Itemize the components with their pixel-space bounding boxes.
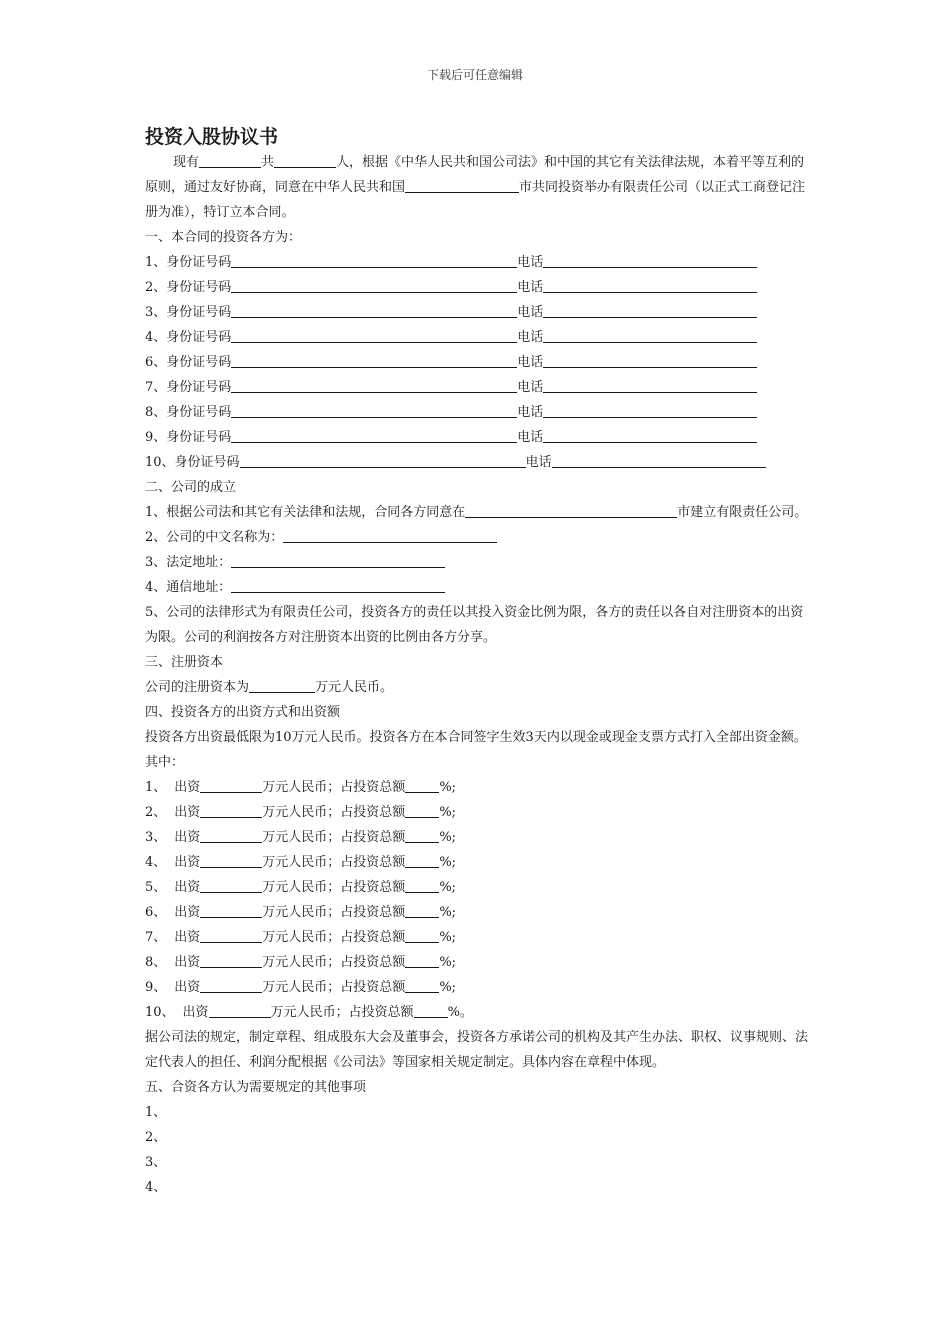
blank-field[interactable]	[405, 177, 519, 193]
phone-field[interactable]	[543, 277, 757, 293]
contribution-row: 1、 出资 万元人民币；占投资总额 %;	[145, 775, 810, 800]
percent-field[interactable]	[405, 802, 439, 818]
id-number-field[interactable]	[231, 427, 517, 443]
section4-heading: 四、投资各方的出资方式和出资额	[145, 705, 341, 720]
investor-row: 1、身份证号码 电话	[145, 250, 810, 275]
intro-paragraph: 现有 共 人，根据《中华人民共和国公司法》和中国的其它有关法律法规，本着平等互利的原则，通过友好协商，同意在中华人民共和国 市共同投资举办有限责任公司（以正式工商登记注册为准），特订立本合同。	[145, 150, 810, 225]
phone-field[interactable]	[543, 402, 757, 418]
contribution-row: 6、 出资 万元人民币；占投资总额 %;	[145, 900, 810, 925]
phone-field[interactable]	[543, 252, 757, 268]
id-number-field[interactable]	[240, 452, 526, 468]
investor-row: 8、身份证号码 电话	[145, 400, 810, 425]
amount-field[interactable]	[200, 852, 262, 868]
section2-item5: 5、公司的法律形式为有限责任公司，投资各方的责任以其投入资金比例为限，各方的责任以各自对注册资本的出资为限。公司的利润按各方对注册资本出资的比例由各方分享。	[145, 605, 804, 645]
id-number-field[interactable]	[231, 377, 517, 393]
phone-field[interactable]	[543, 327, 757, 343]
contribution-list	[145, 775, 810, 1025]
percent-field[interactable]	[405, 952, 439, 968]
amount-field[interactable]	[200, 927, 262, 943]
percent-field[interactable]	[405, 852, 439, 868]
id-number-field[interactable]	[231, 402, 517, 418]
investor-row: 2、身份证号码 电话	[145, 275, 810, 300]
amount-field[interactable]	[200, 952, 262, 968]
investor-row: 6、身份证号码 电话	[145, 350, 810, 375]
contribution-row: 3、 出资 万元人民币；占投资总额 %;	[145, 825, 810, 850]
section5-heading: 五、合资各方认为需要规定的其他事项	[145, 1080, 367, 1095]
agreement-document	[145, 124, 810, 1200]
percent-field[interactable]	[405, 902, 439, 918]
contribution-row: 4、 出资 万元人民币；占投资总额 %;	[145, 850, 810, 875]
section3-heading: 三、注册资本	[145, 655, 224, 670]
phone-field[interactable]	[543, 302, 757, 318]
section2-item2: 2、公司的中文名称为：	[145, 525, 810, 550]
other-item: 2、	[145, 1130, 167, 1145]
percent-field[interactable]	[405, 877, 439, 893]
amount-field[interactable]	[200, 902, 262, 918]
registered-capital: 公司的注册资本为 万元人民币。	[145, 675, 810, 700]
contribution-row: 7、 出资 万元人民币；占投资总额 %;	[145, 925, 810, 950]
amount-field[interactable]	[209, 1002, 271, 1018]
phone-field[interactable]	[543, 352, 757, 368]
percent-field[interactable]	[414, 1002, 448, 1018]
other-item: 3、	[145, 1155, 167, 1170]
id-number-field[interactable]	[231, 302, 517, 318]
percent-field[interactable]	[405, 827, 439, 843]
blank-field[interactable]	[199, 152, 261, 168]
phone-field[interactable]	[552, 452, 766, 468]
section2-heading: 二、公司的成立	[145, 480, 237, 495]
id-number-field[interactable]	[231, 252, 517, 268]
contribution-row: 10、 出资 万元人民币；占投资总额 %。	[145, 1000, 810, 1025]
legal-address-field[interactable]	[231, 552, 445, 568]
contribution-row: 2、 出资 万元人民币；占投资总额 %;	[145, 800, 810, 825]
investor-row: 7、身份证号码 电话	[145, 375, 810, 400]
percent-field[interactable]	[405, 977, 439, 993]
document-title: 投资入股协议书	[145, 126, 279, 148]
investor-row: 10、身份证号码 电话	[145, 450, 810, 475]
id-number-field[interactable]	[231, 277, 517, 293]
section1-heading: 一、本合同的投资各方为：	[145, 230, 302, 245]
investor-row: 3、身份证号码 电话	[145, 300, 810, 325]
page-header-note: 下载后可任意编辑	[426, 68, 523, 82]
amount-field[interactable]	[200, 977, 262, 993]
contribution-row: 5、 出资 万元人民币；占投资总额 %;	[145, 875, 810, 900]
section4-intro: 投资各方出资最低限为10万元人民币。投资各方在本合同签字生效3天内以现金或现金支票方式打入全部出资金额。其中：	[145, 730, 807, 770]
section2-item1: 1、根据公司法和其它有关法律和法规，合同各方同意在 市建立有限责任公司。	[145, 500, 810, 525]
investor-list	[145, 250, 810, 475]
percent-field[interactable]	[405, 927, 439, 943]
section4-closing: 据公司法的规定，制定章程、组成股东大会及董事会，投资各方承诺公司的机构及其产生办法、职权、议事规则、法定代表人的担任、利润分配根据《公司法》等国家相关规定制定。具体内容在章程中体现。	[145, 1030, 809, 1070]
mailing-address-field[interactable]	[231, 577, 445, 593]
other-item: 1、	[145, 1105, 167, 1120]
contribution-row: 9、 出资 万元人民币；占投资总额 %;	[145, 975, 810, 1000]
amount-field[interactable]	[200, 802, 262, 818]
contribution-row: 8、 出资 万元人民币；占投资总额 %;	[145, 950, 810, 975]
other-item: 4、	[145, 1180, 167, 1195]
id-number-field[interactable]	[231, 352, 517, 368]
phone-field[interactable]	[543, 377, 757, 393]
phone-field[interactable]	[543, 427, 757, 443]
amount-field[interactable]	[200, 777, 262, 793]
blank-field[interactable]	[274, 152, 336, 168]
company-name-field[interactable]	[283, 527, 497, 543]
investor-row: 4、身份证号码 电话	[145, 325, 810, 350]
investor-row: 9、身份证号码 电话	[145, 425, 810, 450]
amount-field[interactable]	[200, 827, 262, 843]
percent-field[interactable]	[405, 777, 439, 793]
city-field[interactable]	[465, 502, 677, 518]
capital-field[interactable]	[249, 677, 315, 693]
id-number-field[interactable]	[231, 327, 517, 343]
amount-field[interactable]	[200, 877, 262, 893]
section2-item4: 4、通信地址：	[145, 575, 810, 600]
section2-item3: 3、法定地址：	[145, 550, 810, 575]
